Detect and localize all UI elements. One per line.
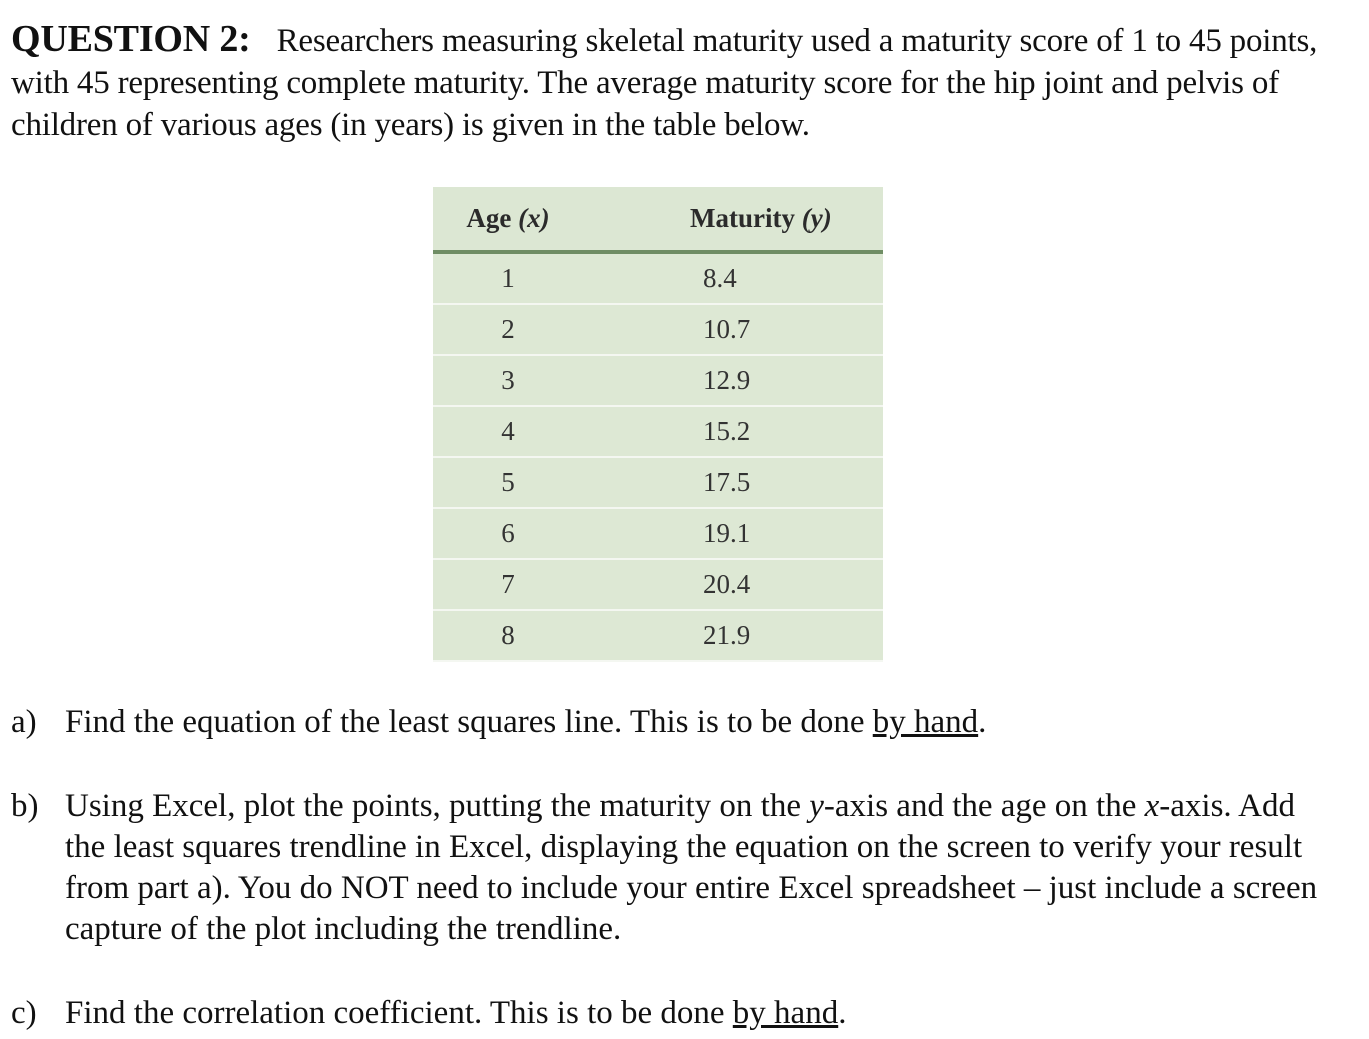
table-row bbox=[433, 457, 883, 508]
maturity-cell: 19.1 bbox=[583, 508, 883, 559]
question-part-c bbox=[11, 993, 1331, 1034]
maturity-cell: 20.4 bbox=[583, 559, 883, 610]
maturity-cell: 21.9 bbox=[583, 610, 883, 661]
age-cell: 3 bbox=[433, 355, 583, 406]
age-cell: 1 bbox=[433, 252, 583, 304]
maturity-cell: 17.5 bbox=[583, 457, 883, 508]
header-age: Age (x) bbox=[433, 187, 583, 252]
table-row bbox=[433, 610, 883, 661]
age-cell: 2 bbox=[433, 304, 583, 355]
table-row bbox=[433, 355, 883, 406]
header-maturity: Maturity (y) bbox=[583, 187, 883, 252]
question-part-b bbox=[11, 786, 1331, 950]
age-cell: 5 bbox=[433, 457, 583, 508]
part-c-emphasis: by hand bbox=[732, 995, 839, 1031]
data-table bbox=[433, 187, 883, 662]
part-c-text: Find the correlation coefficient. This is to be done by hand. bbox=[65, 995, 847, 1031]
maturity-cell: 15.2 bbox=[583, 406, 883, 457]
part-a-text: Find the equation of the least squares line. This is to be done by hand. bbox=[65, 704, 987, 740]
part-b-letter: b) bbox=[11, 788, 39, 824]
maturity-cell: 10.7 bbox=[583, 304, 883, 355]
age-cell: 7 bbox=[433, 559, 583, 610]
age-cell: 6 bbox=[433, 508, 583, 559]
table-row bbox=[433, 406, 883, 457]
table-header-row bbox=[433, 187, 883, 252]
question-part-a bbox=[11, 702, 1331, 743]
age-cell: 8 bbox=[433, 610, 583, 661]
table-row bbox=[433, 304, 883, 355]
part-b-text: Using Excel, plot the points, putting the maturity on the y-axis and the age on the x-axis. Add the least squares trendline in Excel, displaying the equation on the screen to verify your result from part a). You do NOT need to include your entire Excel spreadsheet – just include a screen capture of the plot including the trendline. bbox=[65, 788, 1318, 947]
part-c-letter: c) bbox=[11, 995, 37, 1031]
question-label: QUESTION 2: bbox=[11, 18, 251, 60]
maturity-cell: 12.9 bbox=[583, 355, 883, 406]
part-a-emphasis: by hand bbox=[872, 704, 979, 740]
question-text: Researchers measuring skeletal maturity used a maturity score of 1 to 45 points, with 45 representing complete maturity. The average maturity score for the hip joint and pelvis of children of various ages (in years) is given in the table below. bbox=[11, 23, 1318, 143]
question-intro bbox=[11, 18, 1361, 146]
maturity-cell: 8.4 bbox=[583, 252, 883, 304]
table-row bbox=[433, 559, 883, 610]
age-cell: 4 bbox=[433, 406, 583, 457]
table-row bbox=[433, 508, 883, 559]
table-row bbox=[433, 252, 883, 304]
part-a-letter: a) bbox=[11, 704, 37, 740]
